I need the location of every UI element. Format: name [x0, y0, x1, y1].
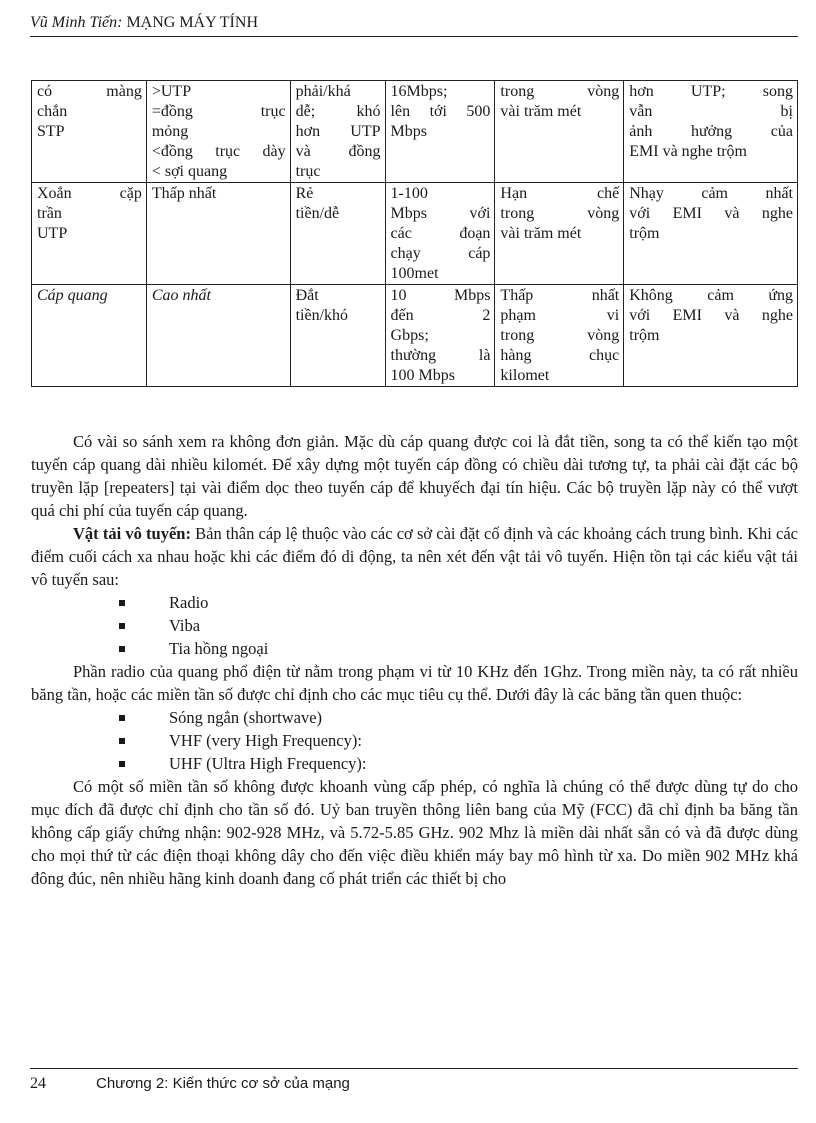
- page-header: [30, 14, 798, 37]
- table-cell: [495, 285, 624, 387]
- cable-comparison-table: [31, 80, 798, 387]
- cell-line: kilomet: [500, 367, 550, 384]
- cell-line: tiền/dễ: [295, 205, 340, 222]
- table-row: [32, 183, 798, 285]
- table-cell: [385, 285, 495, 387]
- cell-line: hơn UTP; song: [629, 83, 793, 100]
- table-cell: [495, 81, 624, 183]
- cell-line: hơn UTP: [295, 123, 381, 140]
- table-cell: [32, 183, 147, 285]
- cell-line: UTP: [37, 225, 68, 242]
- cell-line: < sợi quang: [151, 163, 228, 180]
- cell-line: các đoạn: [390, 225, 491, 242]
- cell-line: vài trăm mét: [500, 103, 582, 120]
- cell-line: vẫn bị: [629, 103, 793, 120]
- cell-line: EMI và nghe trộm: [629, 143, 747, 160]
- table-cell: [32, 81, 147, 183]
- cell-line: tiền/khó: [295, 307, 349, 324]
- paragraph-wireless-media: [31, 522, 798, 591]
- table-cell: [146, 285, 290, 387]
- cell-line: Cao nhất: [151, 287, 211, 304]
- cell-line: vài trăm mét: [500, 225, 582, 242]
- cell-line: Thấp nhất: [500, 287, 620, 304]
- body-text: [31, 430, 798, 890]
- cell-line: thường là: [390, 347, 491, 364]
- frequency-bands-list: [31, 706, 798, 775]
- cell-line: chạy cáp: [390, 245, 491, 262]
- cell-line: trong vòng: [500, 83, 620, 100]
- page-footer: [30, 1068, 798, 1093]
- table-row: [32, 285, 798, 387]
- cell-line: Đắt: [295, 287, 319, 304]
- cell-line: Mbps với: [390, 205, 491, 222]
- cell-line: =đồng trục: [151, 103, 286, 120]
- paragraph-unlicensed-bands: Có một số miền tần số không được khoanh vùng cấp phép, có nghĩa là chúng có thể được dùng tự do cho mục đích đã được chỉ định cho tần số đó. Uỷ ban truyền thông liên bang của Mỹ (FCC) đã chỉ định ba băng tần không cấp giấy chứng nhận: 902-928 MHz, và 5.72-5.85 GHz. 902 Mhz là miền dài nhất sẵn có và đã được dùng cho mọi thứ từ các điện thoại không dây cho đến việc điều khiển máy bay mô hình từ xa. Do miền 902 MHz khá đông đúc, nên nhiều hãng kinh doanh đang cố phát triển các thiết bị cho: [31, 777, 798, 888]
- cell-line: lên tới 500: [390, 103, 491, 120]
- cell-line: Thấp nhất: [151, 185, 217, 202]
- table-cell: [146, 81, 290, 183]
- paragraph-radio-spectrum: Phần radio của quang phổ điện từ nằm trong phạm vi từ 10 KHz đến 1Ghz. Trong miền này, ta có rất nhiều băng tần, hoặc các miền tần số được chỉ định cho các mục tiêu cụ thể. Dưới đây là các băng tần quen thuộc:: [31, 662, 798, 704]
- table-cell: [290, 183, 385, 285]
- cell-line: 100met: [390, 265, 439, 282]
- wireless-types-list: [31, 591, 798, 660]
- cell-line: và đồng: [295, 143, 381, 160]
- page-number: 24: [30, 1075, 46, 1092]
- cell-line: 100 Mbps: [390, 367, 455, 384]
- chapter-title: Chương 2: Kiến thức cơ sở của mạng: [96, 1075, 350, 1092]
- table-cell: [624, 285, 798, 387]
- table-cell: [624, 183, 798, 285]
- paragraph-fiber-comparison: Có vài so sánh xem ra không đơn giản. Mặc dù cáp quang được coi là đắt tiền, song ta có thể kiến tạo một tuyến cáp quang dài nhiều kilomét. Để xây dựng một tuyến cáp đồng có chiều dài tương tự, ta phải cài đặt các bộ truyền lặp [repeaters] tại vài điểm dọc theo tuyến cáp để khuyếch đại tín hiệu. Các bộ truyền lặp này có thể vượt quá chi phí của tuyến cáp quang.: [31, 432, 798, 520]
- cell-line: chắn: [37, 103, 68, 120]
- cell-line: dễ; khó: [295, 103, 381, 120]
- cell-line: Gbps;: [390, 327, 429, 344]
- table-cell: [32, 285, 147, 387]
- cell-line: trong vòng: [500, 327, 620, 344]
- cell-line: mỏng: [151, 123, 189, 140]
- cell-line: <đồng trục dày: [151, 143, 286, 160]
- cell-line: ảnh hưởng của: [629, 123, 793, 140]
- cell-line: phải/khá: [295, 83, 351, 100]
- cell-line: phạm vi: [500, 307, 620, 324]
- list-item: Sóng ngắn (shortwave): [31, 706, 798, 729]
- cell-line: hàng chục: [500, 347, 620, 364]
- cell-line: Rẻ: [295, 185, 314, 202]
- cell-line: Mbps: [390, 123, 427, 140]
- list-item: VHF (very High Frequency):: [31, 729, 798, 752]
- wireless-heading: Vật tải vô tuyến:: [73, 524, 191, 543]
- cell-line: trục: [295, 163, 321, 180]
- wireless-text: Bản thân cáp lệ thuộc vào các cơ sở cài đặt cố định và các khoảng cách trung bình. Khi các điểm cuối cách xa nhau hoặc khi các điểm đó di động, ta nên xét đến vật tải vô tuyến. Hiện tồn tại các kiểu vật tải vô tuyến sau:: [31, 524, 798, 589]
- table-cell: [290, 81, 385, 183]
- cell-line: trộm: [629, 327, 660, 344]
- cell-line: Hạn chế: [500, 185, 620, 202]
- list-item: Radio: [31, 591, 798, 614]
- table-cell: [290, 285, 385, 387]
- cell-line: với EMI và nghe: [629, 205, 793, 222]
- table-cell: [495, 183, 624, 285]
- list-item: Viba: [31, 614, 798, 637]
- table-cell: [146, 183, 290, 285]
- cell-line: 16Mbps;: [390, 83, 448, 100]
- table-cell: [624, 81, 798, 183]
- cell-line: trộm: [629, 225, 660, 242]
- cell-line: Nhạy cảm nhất: [629, 185, 793, 202]
- list-item: Tia hồng ngoại: [31, 637, 798, 660]
- table-row: [32, 81, 798, 183]
- cell-line: 1-100: [390, 185, 428, 202]
- table-cell: [385, 81, 495, 183]
- cell-line: 10 Mbps: [390, 287, 491, 304]
- cell-line: có màng: [37, 83, 142, 100]
- header-title: MẠNG MÁY TÍNH: [122, 14, 258, 31]
- cell-line: >UTP: [151, 83, 192, 100]
- cell-line: Không cảm ứng: [629, 287, 793, 304]
- cell-line: trần: [37, 205, 62, 222]
- cell-line: đến 2: [390, 307, 491, 324]
- cell-line: STP: [37, 123, 65, 140]
- cell-line: trong vòng: [500, 205, 620, 222]
- cell-line: với EMI và nghe: [629, 307, 793, 324]
- list-item: UHF (Ultra High Frequency):: [31, 752, 798, 775]
- table-body: [32, 81, 798, 387]
- cell-line: Cáp quang: [37, 287, 108, 304]
- table-cell: [385, 183, 495, 285]
- header-author: Vũ Minh Tiến:: [30, 14, 123, 31]
- cell-line: Xoắn cặp: [37, 185, 142, 202]
